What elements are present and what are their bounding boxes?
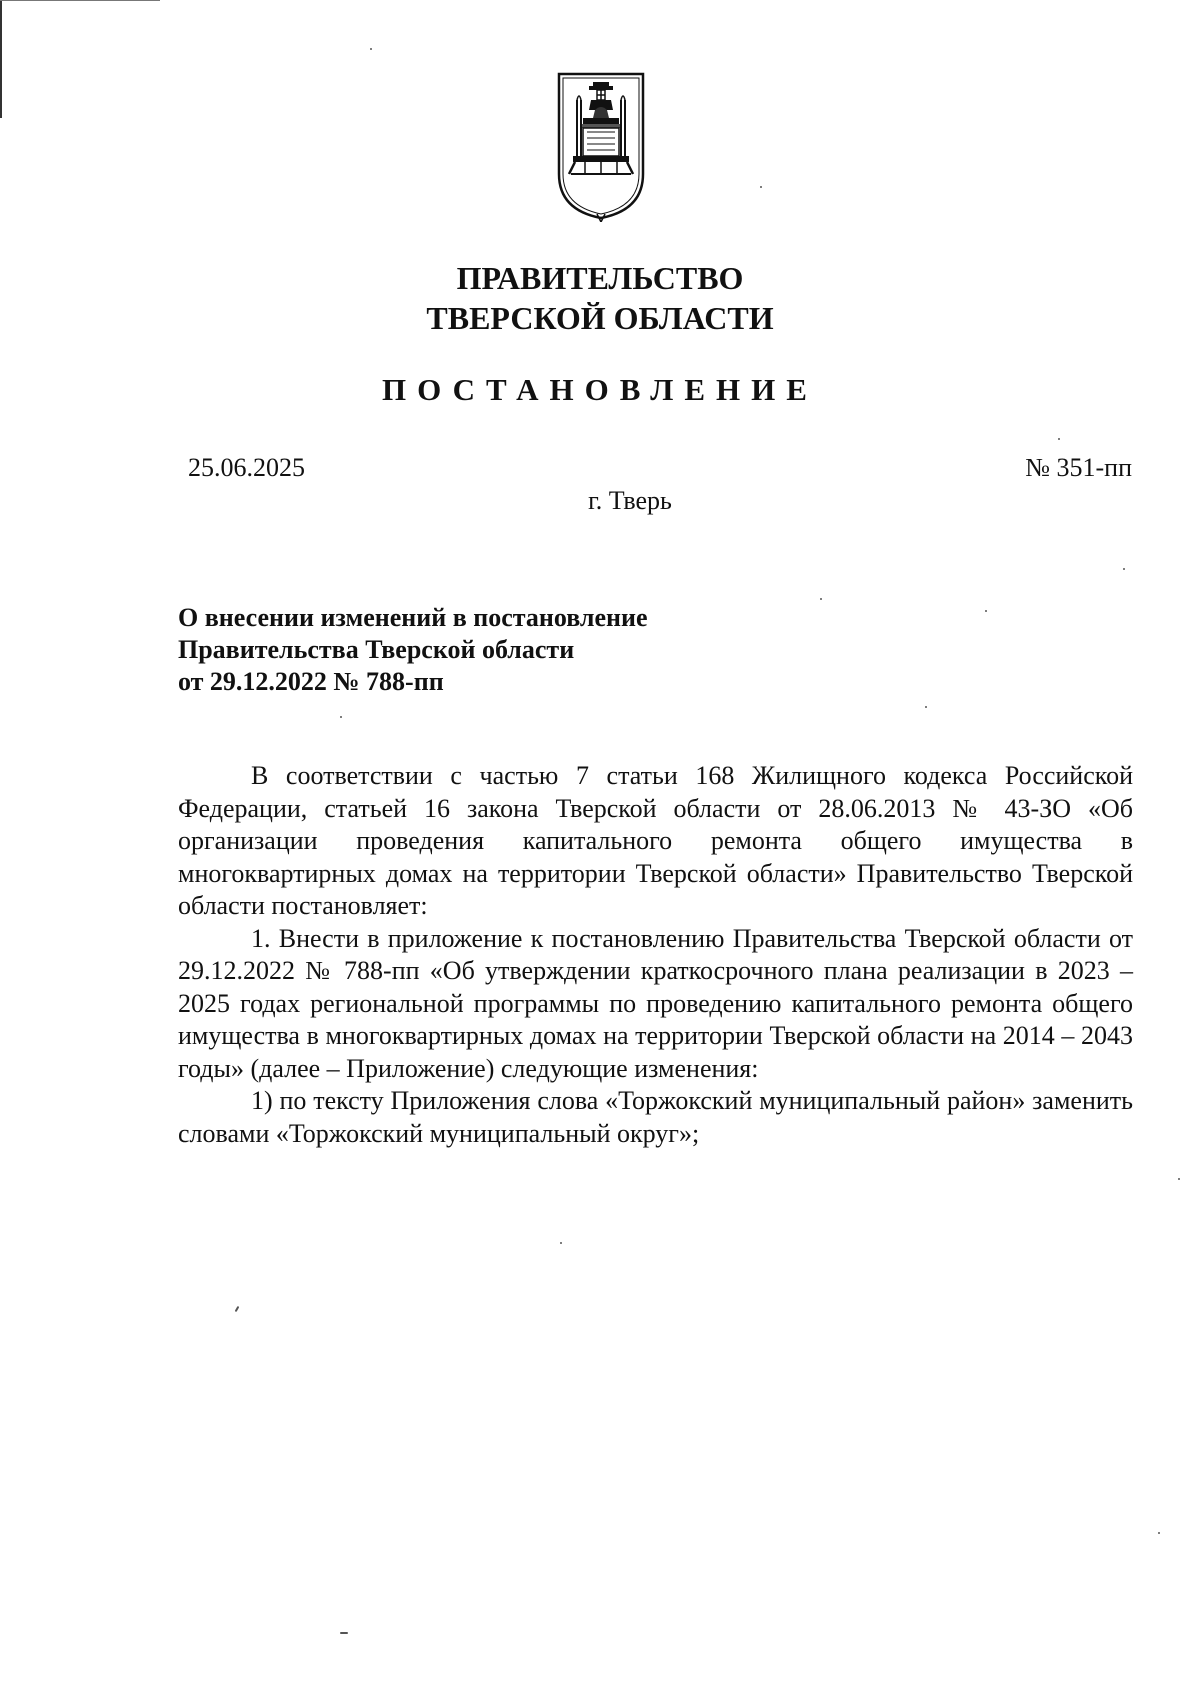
document-date: 25.06.2025 [188, 453, 305, 482]
scan-edge-top [0, 0, 160, 1]
scan-edge-line [0, 0, 2, 118]
document-type-title: ПОСТАНОВЛЕНИЕ [382, 372, 818, 407]
organization-name-line2: ТВЕРСКОЙ ОБЛАСТИ [426, 300, 774, 336]
body-paragraph-item-1: 1. Внести в приложение к постановлению Правительства Тверской области от 29.12.2022 № 788-пп «Об утверждении краткосрочного плана реализации в 2023 – 2025 годах региональной программы по проведению капитального ремонта общего имущества в многоквартирных домах на территории Тверской области на 2014 – 2043 годы» (далее – Приложение) следующие изменения: [178, 923, 1133, 1083]
document-city: г. Тверь [588, 486, 672, 515]
subject-line: Правительства Тверской области [178, 635, 575, 664]
document-number: № 351-пп [1025, 453, 1132, 482]
document-subject [178, 602, 648, 698]
document-body [178, 760, 1133, 1150]
tver-coat-of-arms-icon [555, 70, 647, 222]
body-paragraph-subitem-1: 1) по тексту Приложения слова «Торжокский муниципальный район» заменить словами «Торжокский муниципальный округ»; [178, 1086, 1133, 1148]
body-paragraph-preamble: В соответствии с частью 7 статьи 168 Жилищного кодекса Российской Федерации, статьей 16 закона Тверской области от 28.06.2013 № 43-ЗО «Об организации проведения капитального ремонта общего имущества в многоквартирных домах на территории Тверской области» Правительство Тверской области постановляет: [178, 761, 1133, 920]
organization-name-line1: ПРАВИТЕЛЬСТВО [456, 260, 744, 296]
subject-line: О внесении изменений в постановление [178, 603, 648, 632]
subject-line: от 29.12.2022 № 788-пп [178, 667, 444, 696]
